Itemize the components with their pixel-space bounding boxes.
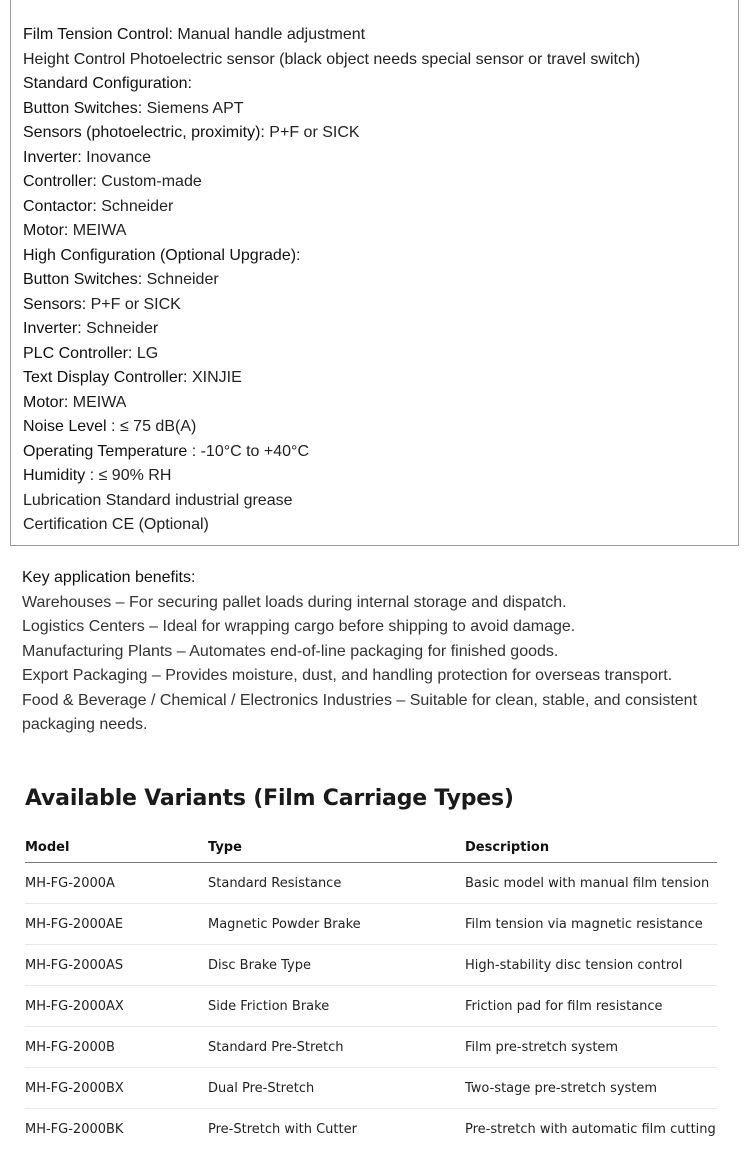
spec-key: Text Display Controller:: [23, 369, 188, 386]
spec-item: [23, 97, 640, 122]
spec-item: [23, 293, 640, 318]
spec-key: Inverter:: [23, 148, 82, 166]
benefits-section: [22, 566, 722, 738]
type-cell: Standard Pre-Stretch: [208, 1027, 465, 1068]
model-cell: MH-FG-2000BX: [25, 1068, 208, 1109]
variants-title: Available Variants (Film Carriage Types): [25, 786, 514, 811]
spec-key: Operating Temperature: [23, 442, 188, 460]
col-header-type: Type: [208, 832, 465, 863]
spec-key: High Configuration (Optional Upgrade):: [23, 246, 301, 264]
type-cell: Disc Brake Type: [208, 945, 465, 986]
spec-value: Inovance: [81, 148, 152, 166]
spec-value: : -10°C to +40°C: [187, 442, 309, 460]
spec-value: Schneider: [81, 320, 159, 337]
spec-value: Schneider: [142, 271, 219, 288]
model-cell: MH-FG-2000AX: [25, 986, 208, 1027]
spec-item: [23, 121, 640, 146]
type-cell: Standard Resistance: [208, 863, 465, 904]
table-row: [25, 1109, 717, 1150]
spec-key: Inverter:: [23, 320, 82, 337]
spec-key: Controller:: [23, 173, 97, 190]
spec-value: : ≤ 90% RH: [85, 467, 172, 484]
spec-value: MEIWA: [68, 222, 127, 239]
description-cell: Friction pad for film resistance: [465, 986, 717, 1027]
spec-value: P+F or SICK: [264, 124, 360, 141]
table-row: [25, 863, 717, 904]
type-cell: Pre-Stretch with Cutter: [208, 1121, 357, 1137]
model-cell: MH-FG-2000BK: [25, 1121, 124, 1137]
spec-value: XINJIE: [187, 369, 242, 386]
spec-value: Manual handle adjustment: [172, 26, 366, 43]
spec-key: Standard Configuration:: [23, 75, 192, 92]
benefit-item: Warehouses – For securing pallet loads during internal storage and dispatch.: [22, 593, 567, 611]
spec-item: [23, 195, 640, 220]
spec-item: [23, 513, 640, 538]
spec-value: Siemens APT: [142, 99, 244, 117]
spec-item: [23, 170, 640, 195]
description-cell: Film pre-stretch system: [465, 1027, 717, 1068]
description-cell: High-stability disc tension control: [465, 945, 717, 986]
spec-value: Lubrication Standard industrial grease: [23, 491, 293, 509]
spec-item: [23, 146, 640, 171]
spec-item: [23, 268, 640, 293]
benefit-item: Export Packaging – Provides moisture, dust, and handling protection for overseas transport.: [22, 667, 673, 684]
model-cell: MH-FG-2000AS: [25, 945, 208, 986]
variants-body: [25, 863, 717, 1150]
spec-key: Sensors:: [23, 295, 87, 313]
benefits-heading: Key application benefits:: [22, 569, 196, 586]
spec-item: [23, 48, 640, 73]
type-cell: Magnetic Powder Brake: [208, 904, 465, 945]
spec-value: MEIWA: [68, 393, 127, 411]
type-cell: Side Friction Brake: [208, 986, 465, 1027]
spec-value: P+F or SICK: [86, 295, 181, 313]
spec-value: Height Control Photoelectric sensor (black object needs special sensor or travel switch): [23, 50, 641, 68]
spec-value: Custom-made: [96, 173, 202, 190]
benefit-item: Logistics Centers – Ideal for wrapping cargo before shipping to avoid damage.: [22, 618, 576, 635]
spec-value: Certification CE (Optional): [23, 516, 209, 533]
spec-value: Schneider: [96, 197, 174, 215]
spec-value: : ≤ 75 dB(A): [106, 418, 197, 435]
spec-key: Humidity: [23, 467, 86, 484]
benefits-list: [22, 591, 722, 738]
spec-item: [23, 244, 640, 269]
benefit-item: Food & Beverage / Chemical / Electronics Industries – Suitable for clean, stable, and consistent packaging needs.: [22, 691, 698, 733]
spec-key: PLC Controller:: [23, 344, 133, 362]
spec-key: Motor:: [23, 393, 69, 411]
spec-key: Contactor:: [23, 197, 97, 215]
table-row: [25, 986, 717, 1027]
spec-item: [23, 366, 640, 391]
description-cell: Two-stage pre-stretch system: [465, 1068, 717, 1109]
spec-box: [10, 0, 739, 546]
spec-key: Film Tension Control:: [23, 26, 173, 43]
spec-item: [23, 440, 640, 465]
spec-item: [23, 391, 640, 416]
spec-key: Motor:: [23, 222, 69, 239]
model-cell: MH-FG-2000B: [25, 1027, 208, 1068]
model-cell: MH-FG-2000A: [25, 863, 208, 904]
spec-item: [23, 342, 640, 367]
spec-key: Noise Level: [23, 418, 107, 435]
spec-key: Sensors (photoelectric, proximity):: [23, 124, 265, 141]
spec-list: [23, 23, 640, 538]
spec-key: Button Switches:: [23, 99, 143, 117]
table-row: [25, 1027, 717, 1068]
table-row: [25, 945, 717, 986]
spec-item: [23, 219, 640, 244]
benefit-item: Manufacturing Plants – Automates end-of-line packaging for finished goods.: [22, 642, 559, 660]
spec-item: [23, 317, 640, 342]
description-cell: Film tension via magnetic resistance: [465, 904, 717, 945]
spec-item: [23, 72, 640, 97]
spec-item: [23, 23, 640, 48]
table-row: [25, 904, 717, 945]
spec-item: [23, 415, 640, 440]
description-cell: Basic model with manual film tension: [465, 863, 717, 904]
table-row: [25, 1068, 717, 1109]
col-header-description: Description: [465, 832, 717, 863]
spec-item: [23, 489, 640, 514]
spec-value: LG: [132, 344, 159, 362]
variants-header-row: [25, 832, 717, 863]
description-cell: Pre-stretch with automatic film cutting: [465, 1121, 716, 1137]
col-header-model: Model: [25, 832, 208, 863]
variants-table: [25, 832, 717, 1149]
type-cell: Dual Pre-Stretch: [208, 1068, 465, 1109]
spec-key: Button Switches:: [23, 271, 143, 288]
spec-item: [23, 464, 640, 489]
model-cell: MH-FG-2000AE: [25, 904, 208, 945]
